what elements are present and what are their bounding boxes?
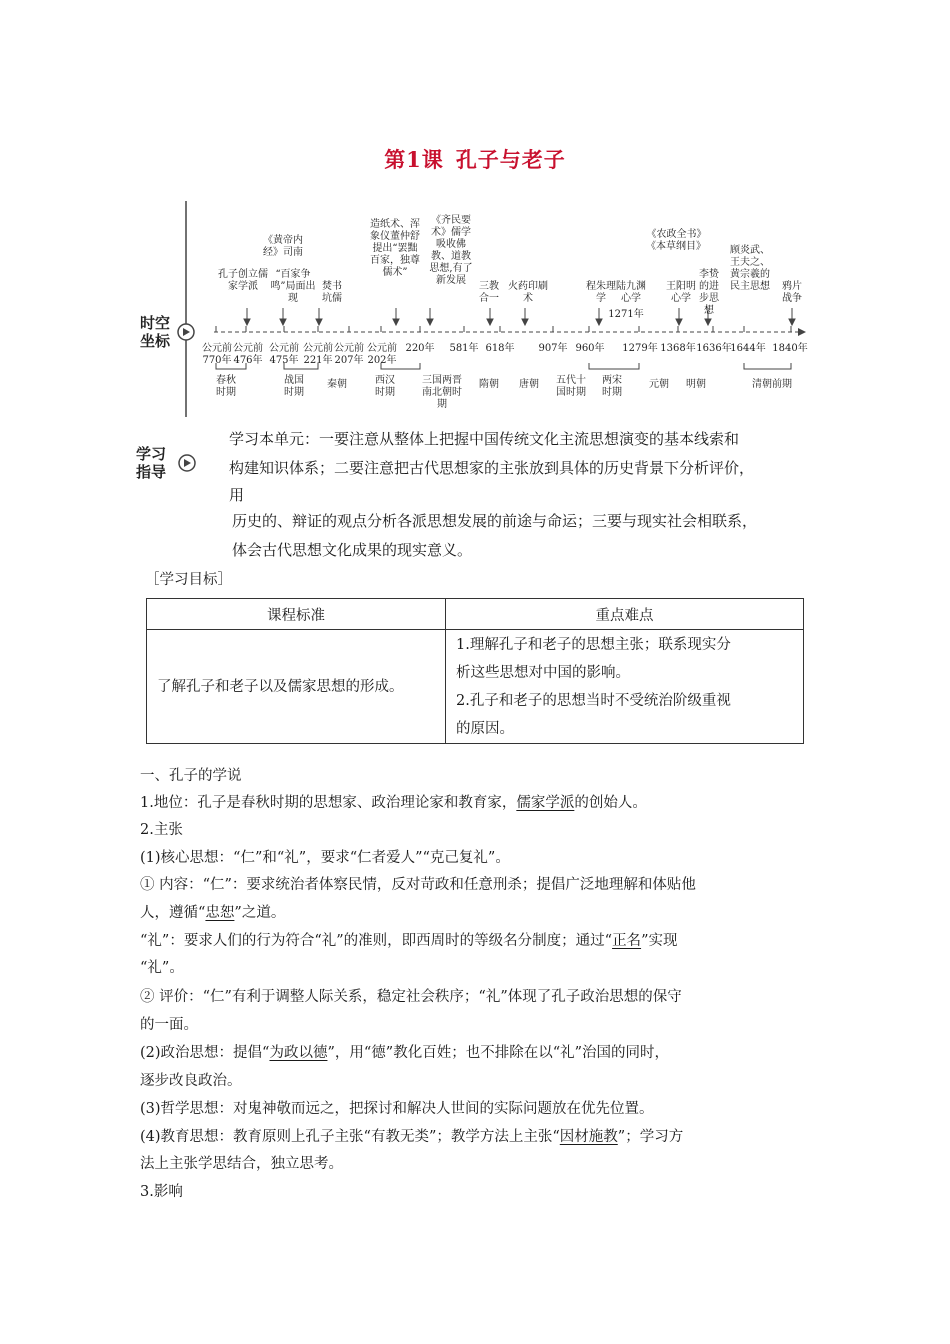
lesson-name: 孔子与老子 [455,147,566,172]
page-title [0,144,950,174]
guide-text-line: 构建知识体系；二要注意把古代思想家的主张放到具体的历史背景下分析评价， [229,459,755,477]
timeline-event: 孔子创立儒家学派 [218,269,268,292]
timeline-period: 西汉时期 [375,375,395,398]
timeline-event: 程朱理学 [586,281,616,304]
timeline-date: 公元前207年 [334,343,364,366]
timeline-date: 1840年 [772,343,808,354]
guide-label: 学习 指导 [136,445,167,481]
body-line: “礼”。 [140,960,184,976]
timeline-event: “百家争鸣”局面出现 [270,269,316,304]
key-term: 正名 [612,933,642,949]
timeline-event: 1271年 [608,309,644,320]
timeline-event: 李贽的进步思想 [699,269,719,316]
goals-heading: ［学习目标］ [145,572,232,588]
goals-header-key: 重点难点 [446,599,804,630]
body-line: “礼”：要求人们的行为符合“礼”的准则，即西周时的等级名分制度；通过“正名”实现 [140,933,678,949]
timeline-event: 三教合一 [479,281,499,304]
body-line: 的一面。 [140,1017,198,1033]
body-line: 2.主张 [140,822,183,838]
lesson-number: 第1课 [384,147,444,172]
body-line: 人，遵循“忠恕”之道。 [140,905,286,921]
timeline-event: 鸦片战争 [782,281,802,304]
body-line: ② 评价：“仁”有利于调整人际关系，稳定社会秩序；“礼”体现了孔子政治思想的保守 [140,989,682,1005]
section-heading: 一、孔子的学说 [140,768,242,784]
timeline-event: 造纸术、浑象仪董仲舒提出“罢黜百家，独尊儒术” [370,219,420,278]
key-term: 因材施教 [559,1129,618,1145]
timeline-date: 618年 [485,343,515,354]
timeline-date: 公元前476年 [233,343,263,366]
timeline-event: 陆九渊心学 [616,281,646,304]
timeline-period: 战国时期 [284,375,304,398]
body-line: (1)核心思想：“仁”和“礼”，要求“仁者爱人”“克己复礼”。 [140,850,510,866]
timeline-period: 明朝 [686,379,706,390]
timeline-period: 元朝 [649,379,669,390]
timeline-event: 顾炎武、王夫之、黄宗羲的民主思想 [730,245,770,292]
timeline-period: 唐朝 [519,379,539,390]
goals-table [146,598,804,744]
timeline-date: 960年 [575,343,605,354]
goals-key-cell: 1.理解孔子和老子的思想主张；联系现实分 析这些思想对中国的影响。 2.孔子和老子的思想当时不受统治阶级重视 的原因。 [446,630,804,744]
timeline-label: 时空 坐标 [140,314,171,350]
timeline-event: 火药印刷术 [508,281,548,304]
timeline-date: 公元前770年 [202,343,232,366]
body-line: ① 内容：“仁”：要求统治者体察民情，反对苛政和任意刑杀；提倡广泛地理解和体贴他 [140,877,696,893]
timeline-period: 三国两晋南北朝时期 [422,375,462,410]
timeline-period: 春秋时期 [216,375,236,398]
guide-text-line: 体会古代思想文化成果的现实意义。 [232,541,473,559]
timeline-date: 公元前475年 [269,343,299,366]
timeline-period: 秦朝 [327,379,347,390]
body-line: (2)政治思想：提倡“为政以德”，用“德”教化百姓；也不排除在以“礼”治国的同时， [140,1045,670,1061]
key-term: 为政以德 [269,1045,328,1061]
timeline-period: 隋朝 [479,379,499,390]
timeline-date: 907年 [538,343,568,354]
key-term: 儒家学派 [516,795,575,811]
timeline-date: 公元前221年 [303,343,333,366]
timeline-event: 王阳明心学 [666,281,696,304]
timeline-date: 1368年 [660,343,696,354]
timeline-date: 公元前202年 [367,343,397,366]
key-term: 忠恕 [205,905,235,921]
body-line: 法上主张学思结合，独立思考。 [140,1156,343,1172]
timeline-date: 581年 [449,343,479,354]
timeline-event: 焚书坑儒 [322,281,342,304]
timeline-date: 1279年 [622,343,658,354]
goals-standard-cell: 了解孔子和老子以及儒家思想的形成。 [147,630,446,744]
body-line: 逐步改良政治。 [140,1073,242,1089]
timeline-event: 《齐民要术》儒学吸收佛教、道教思想,有了新发展 [429,215,473,286]
timeline-period: 清朝前期 [752,379,792,390]
body-line: 3.影响 [140,1184,183,1200]
goals-header-standard: 课程标准 [147,599,446,630]
timeline-date: 1636年 [696,343,732,354]
body-line: (4)教育思想：教育原则上孔子主张“有教无类”；教学方法上主张“因材施教”；学习方 [140,1129,684,1145]
timeline-event: 《农政全书》《本草纲目》 [646,229,706,252]
guide-text-line: 学习本单元：一要注意从整体上把握中国传统文化主流思想演变的基本线索和 [229,430,740,448]
body-line: 1.地位：孔子是春秋时期的思想家、政治理论家和教育家，儒家学派的创始人。 [140,795,647,811]
timeline-date: 220年 [405,343,435,354]
guide-text-line: 用 [229,486,245,504]
body-line: (3)哲学思想：对鬼神敬而远之，把探讨和解决人世间的实际问题放在优先位置。 [140,1101,654,1117]
timeline-period: 五代十国时期 [556,375,586,398]
timeline-date: 1644年 [730,343,766,354]
timeline-period: 两宋时期 [602,375,622,398]
play-icon [176,452,198,474]
timeline-event: 《黄帝内经》司南 [263,235,303,258]
timeline-figure [130,195,830,420]
guide-text-line: 历史的、辩证的观点分析各派思想发展的前途与命运；三要与现实社会相联系， [232,512,758,530]
